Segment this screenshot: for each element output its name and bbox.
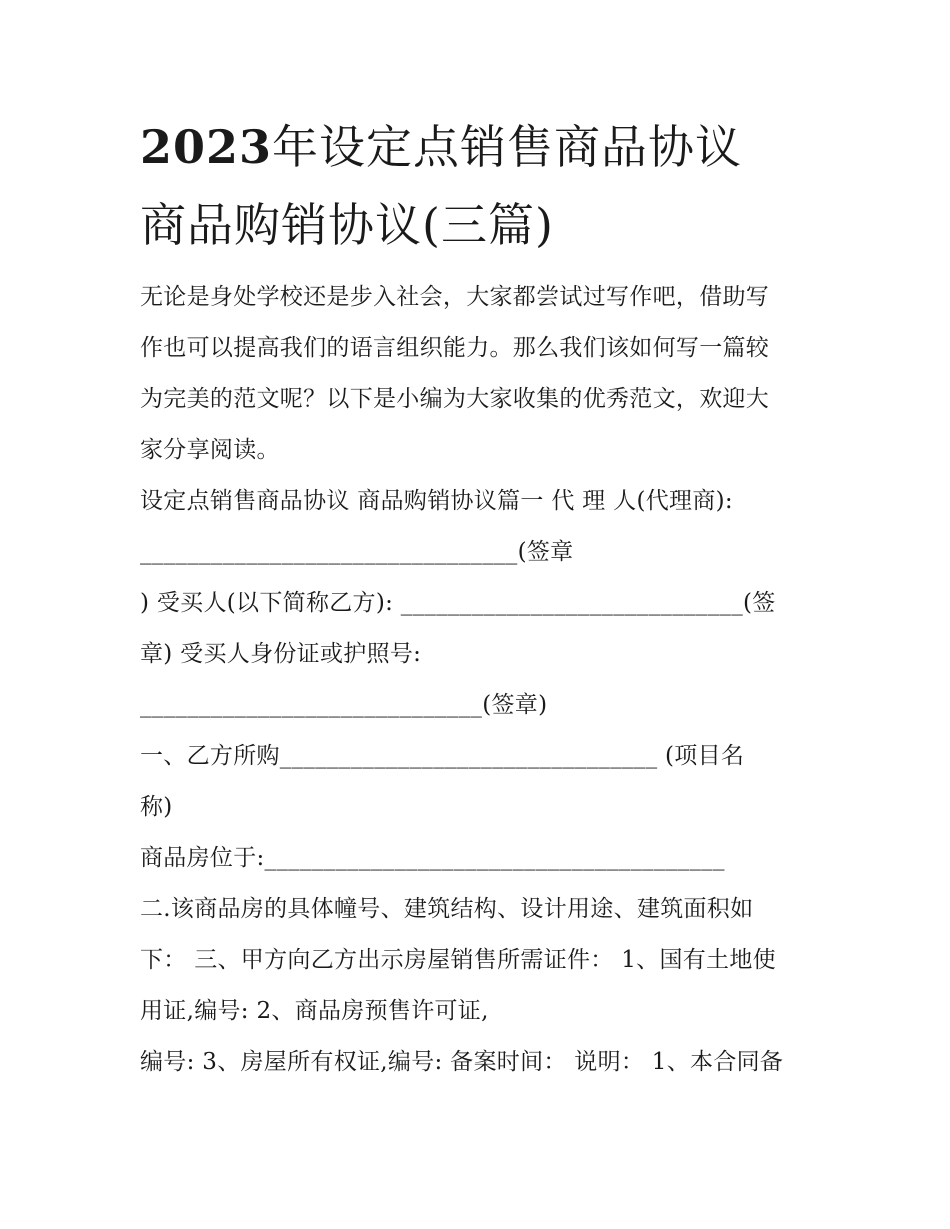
body-line: 用证,编号: 2、商品房预售许可证, — [140, 998, 489, 1024]
title-line-1 — [140, 108, 820, 186]
body-line: 商品房位于:_______________________________________ — [140, 845, 725, 871]
title-line-2: 商品购销协议(三篇) — [140, 198, 554, 252]
intro-paragraph — [140, 272, 820, 476]
body-line: 编号: 3、房屋所有权证,编号: 备案时间： 说明： 1、本合同备 — [140, 1049, 784, 1075]
body-line: ) 受买人(以下简称乙方): _____________________________(签 — [140, 590, 776, 616]
body-line: ________________________________(签章 — [140, 539, 574, 565]
body-line: 称) — [140, 794, 173, 820]
title-line-1-text: 年设定点销售商品协议 — [272, 120, 743, 174]
intro-line: 无论是身处学校还是步入社会，大家都尝试过写作吧，借助写 — [140, 284, 770, 310]
body-line: 一、乙方所购________________________________ (项目名 — [140, 743, 745, 769]
intro-line: 为完美的范文呢？以下是小编为大家收集的优秀范文，欢迎大 — [140, 386, 770, 412]
title-year: 2023 — [140, 120, 273, 174]
intro-line: 家分享阅读。 — [140, 437, 280, 463]
intro-line: 作也可以提高我们的语言组织能力。那么我们该如何写一篇较 — [140, 335, 770, 361]
body-line: 章) 受买人身份证或护照号: — [140, 641, 422, 667]
document-body — [140, 272, 820, 1088]
document-title — [140, 108, 820, 264]
document-page — [140, 108, 820, 1088]
agreement-text — [140, 476, 820, 1088]
body-line: 二.该商品房的具体幢号、建筑结构、设计用途、建筑面积如 — [140, 896, 754, 922]
body-line: _____________________________(签章) — [140, 692, 548, 718]
body-line: 设定点销售商品协议 商品购销协议篇一 代 理 人(代理商): — [140, 488, 733, 514]
body-line: 下： 三、甲方向乙方出示房屋销售所需证件： 1、国有土地使 — [140, 947, 776, 973]
